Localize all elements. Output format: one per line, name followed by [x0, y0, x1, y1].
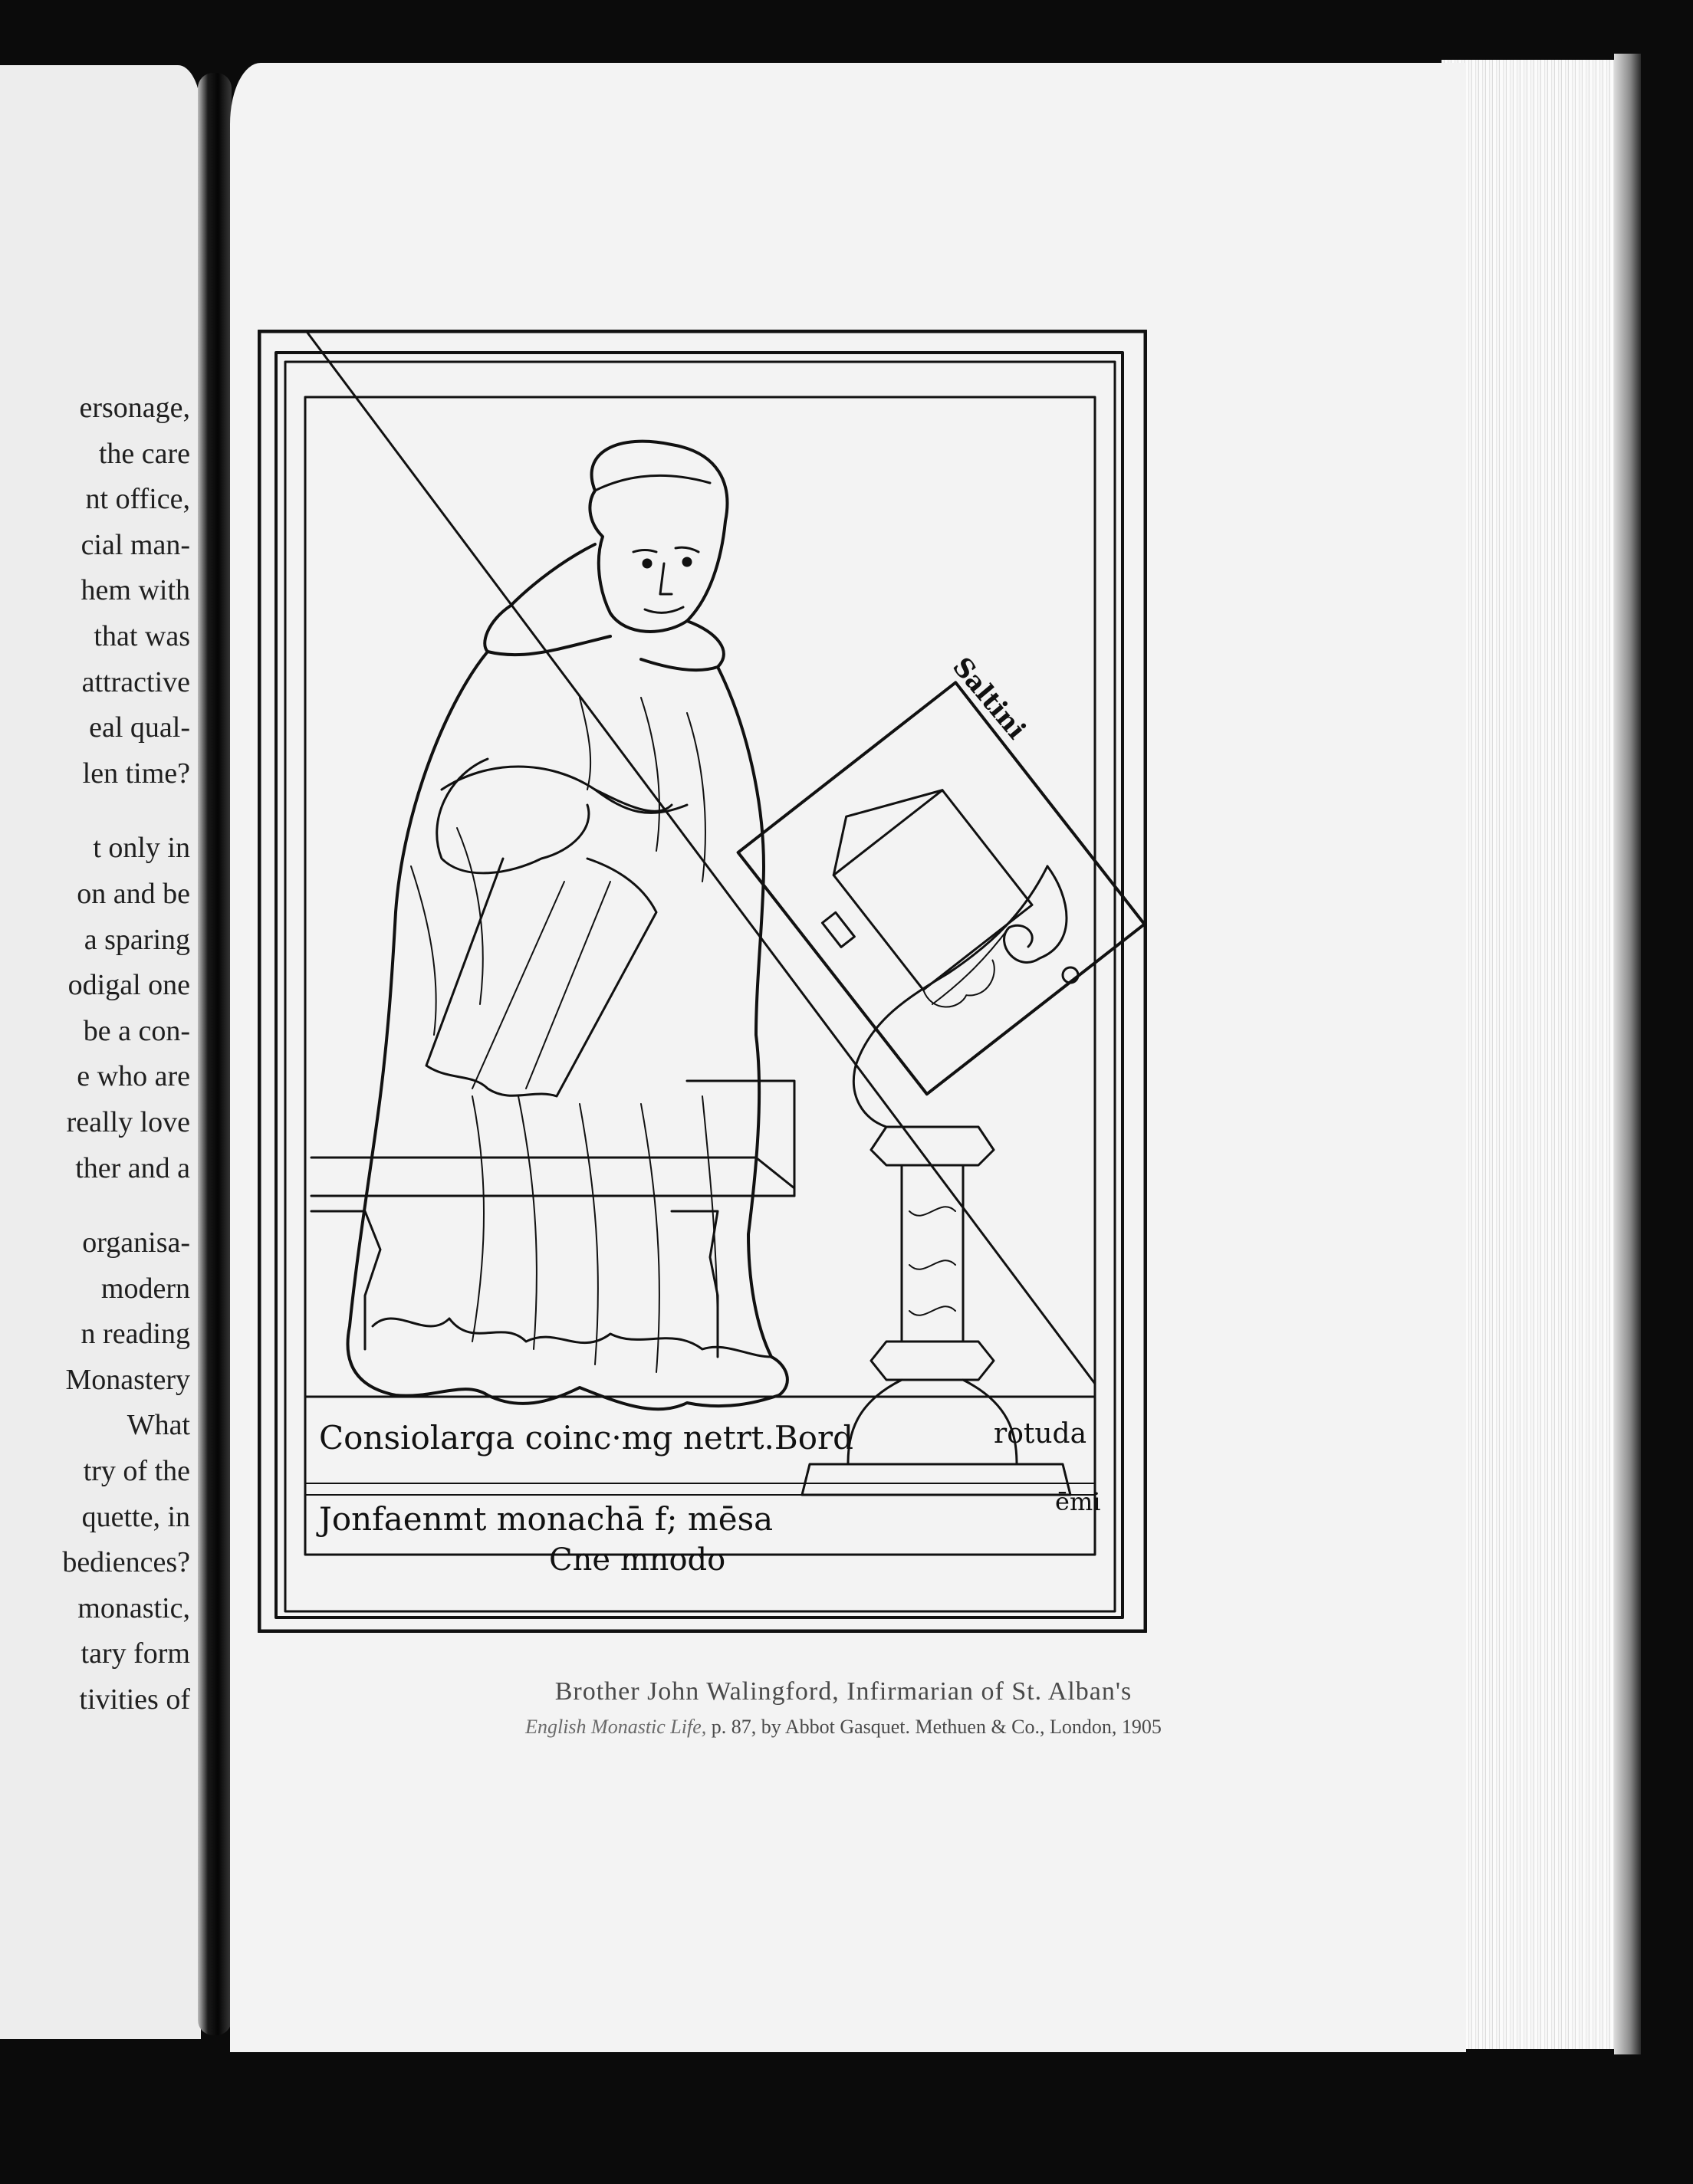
left-page-line: cial man-	[81, 528, 190, 561]
page-edges	[1442, 60, 1633, 2049]
caption-publisher: p. 87, by Abbot Gasquet. Methuen & Co., London, 1905	[706, 1716, 1162, 1738]
monk-robe	[348, 652, 787, 1409]
left-page-line: nt office,	[85, 483, 190, 516]
left-page-line: e who are	[77, 1060, 190, 1093]
monk-arm	[437, 759, 589, 873]
left-page-line: ersonage,	[79, 392, 190, 424]
left-page-text	[6, 386, 190, 1723]
left-facing-page	[0, 65, 201, 2039]
bench	[311, 1158, 794, 1196]
left-page-line: ther and a	[75, 1151, 190, 1184]
left-page-line	[6, 1191, 190, 1220]
cloth	[426, 859, 656, 1096]
left-page-line: tivities of	[79, 1683, 190, 1716]
monk-hood	[485, 544, 610, 655]
lectern-book	[738, 682, 1145, 1094]
inscription-line-3: Cne mnodo	[549, 1542, 726, 1578]
left-page-line: t only in	[93, 832, 190, 865]
left-page-line: quette, in	[81, 1500, 190, 1533]
left-page-line: eal qual-	[89, 711, 190, 744]
left-page-line: that was	[94, 619, 190, 652]
left-page-line: bediences?	[62, 1546, 190, 1579]
monk-head	[590, 442, 727, 632]
left-page-line: modern	[100, 1272, 190, 1305]
left-page-line: really love	[66, 1105, 190, 1138]
left-page-line: try of the	[83, 1455, 190, 1488]
book-spine-shadow	[198, 73, 232, 2035]
inscription-line-1: Consiolarga coinc·mg netrt.Bord	[319, 1419, 853, 1457]
left-page-line: be a con-	[83, 1014, 190, 1047]
left-page-line: organisa-	[82, 1227, 190, 1259]
left-page-line: a sparing	[84, 923, 190, 956]
lectern-column	[902, 1165, 963, 1342]
left-page-line: len time?	[82, 757, 190, 790]
left-page-line: What	[127, 1409, 190, 1442]
framed-illustration	[258, 330, 1147, 1633]
left-page-line: hem with	[81, 574, 190, 607]
lectern-base	[848, 1380, 1017, 1464]
inscription-line-2-right: ēmi	[1055, 1487, 1101, 1516]
book-label: Saltini	[946, 652, 1032, 746]
caption-source	[230, 1713, 1457, 1741]
left-page-line: attractive	[81, 665, 190, 698]
inscription-line-2: Jonfaenmt monachā f; mēsa	[319, 1500, 774, 1538]
left-page-line: Monastery	[65, 1363, 190, 1396]
caption-book-title: English Monastic Life,	[525, 1716, 707, 1738]
left-page-line: on and be	[77, 877, 190, 910]
left-page-line: n reading	[81, 1318, 190, 1351]
left-page-line: the care	[98, 437, 190, 470]
left-page-line: odigal one	[67, 969, 190, 1002]
inscription-right: rotuda	[994, 1418, 1087, 1450]
figure-caption	[230, 1675, 1457, 1741]
left-page-line: tary form	[81, 1637, 190, 1670]
left-page-line: monastic,	[77, 1591, 190, 1624]
page-edges-shadow	[1614, 54, 1641, 2054]
left-page-line	[6, 796, 190, 826]
caption-title: Brother John Walingford, Infirmarian of St. Alban's	[554, 1677, 1133, 1706]
